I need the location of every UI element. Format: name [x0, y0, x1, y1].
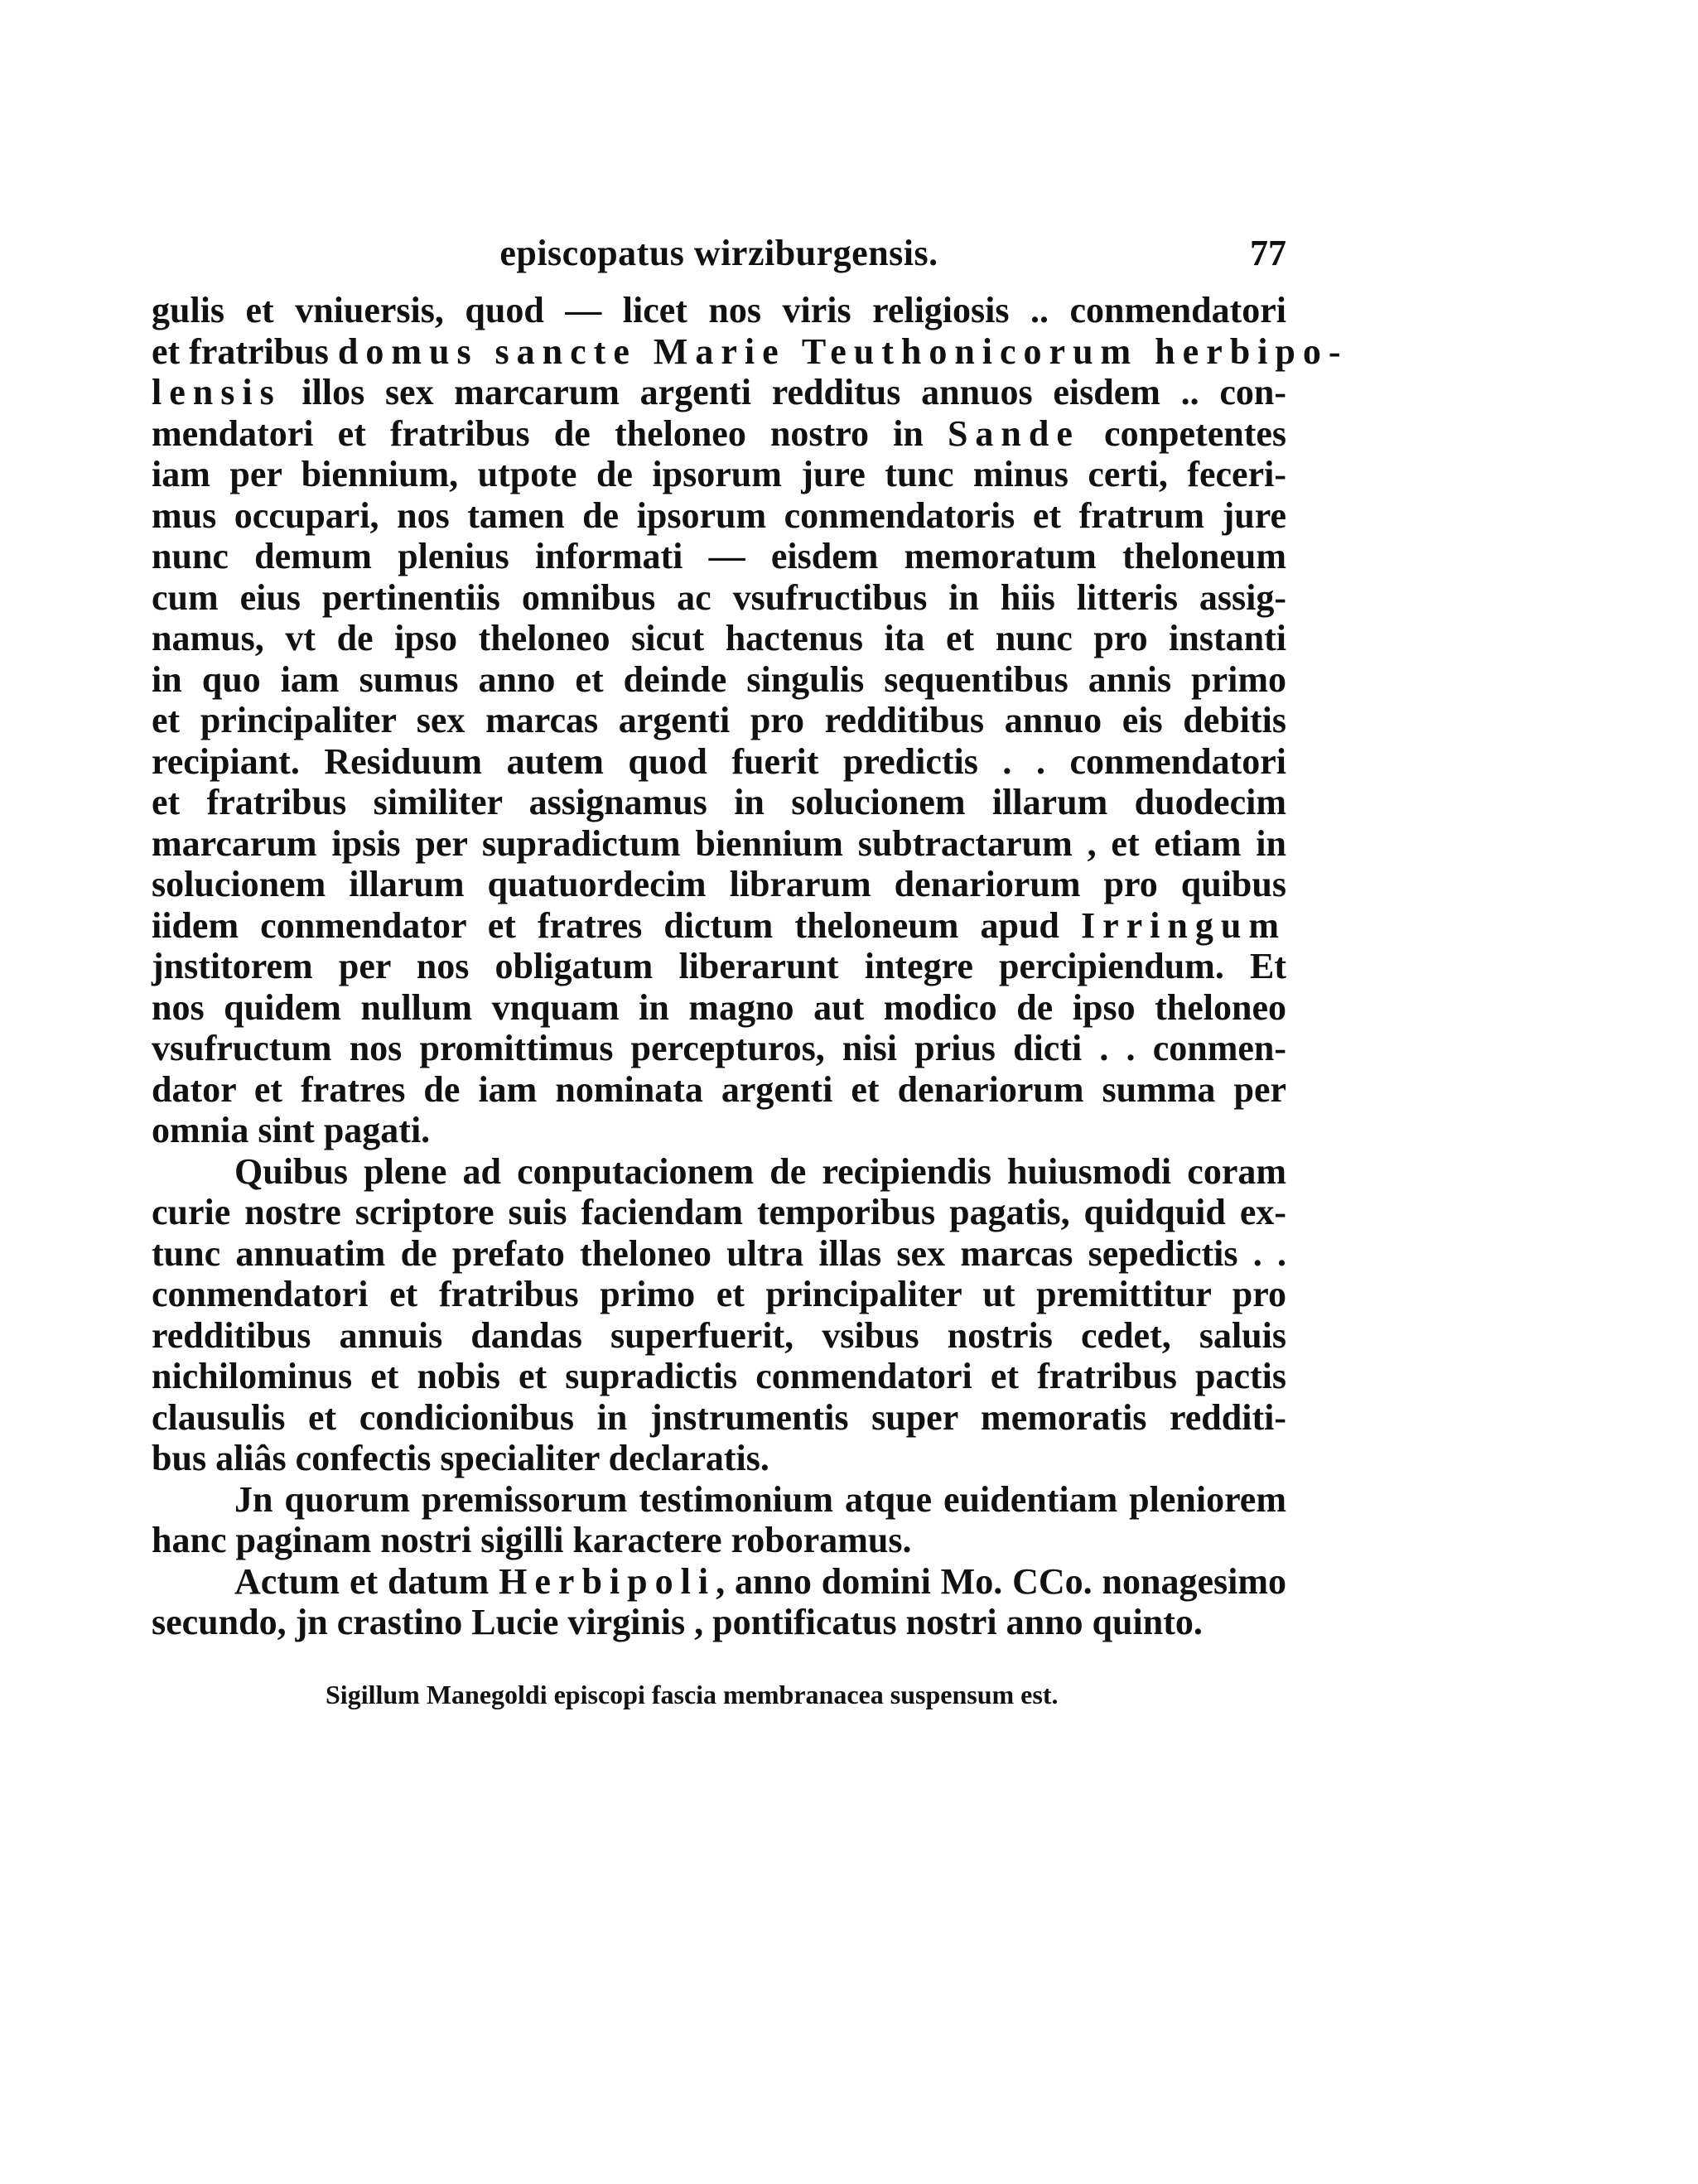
body-text	[152, 290, 1348, 1643]
paragraph-start-line: Quibus plene ad conputacionem de recipiendis huiusmodi coram	[234, 1150, 1286, 1192]
text-line: iidem conmendator et fratres dictum theloneum apud Irringum	[152, 904, 1286, 946]
running-title: episcopatus wirziburgensis.	[499, 233, 938, 273]
text-line: solucionem illarum quatuordecim librarum denariorum pro quibus	[152, 864, 1286, 904]
text-line: et fratribus domus sancte Marie Teuthonicorum herbipo-	[152, 330, 1348, 372]
text-line: conmendatori et fratribus primo et principaliter ut premittitur pro	[152, 1274, 1286, 1314]
paragraph-end-line: omnia sint pagati.	[152, 1110, 431, 1150]
running-head	[152, 232, 1286, 290]
text-line: curie nostre scriptore suis faciendam temporibus pagatis, quidquid ex-	[152, 1192, 1286, 1232]
text-line: lensis illos sex marcarum argenti redditus annuos eisdem .. con-	[152, 372, 1286, 412]
text-line: nichilominus et nobis et supradictis conmendatori et fratribus pactis	[152, 1356, 1286, 1396]
text-line: mendatori et fratribus de theloneo nostro in Sande conpetentes	[152, 412, 1286, 454]
text-line: marcarum ipsis per supradictum biennium subtractarum , et etiam in	[152, 822, 1286, 864]
text-line: jnstitorem per nos obligatum liberarunt integre percipiendum. Et	[152, 946, 1286, 986]
text-line: nos quidem nullum vnquam in magno aut modico de ipso theloneo	[152, 986, 1286, 1028]
spaced-word: lensis	[152, 372, 282, 412]
paragraph-end-line: bus aliâs confectis specialiter declaratis.	[152, 1438, 769, 1478]
text-line: nunc demum plenius informati — eisdem memoratum theloneum	[152, 536, 1286, 576]
text-line: iam per biennium, utpote de ipsorum jure tunc minus certi, feceri-	[152, 454, 1286, 494]
text-line: et fratribus similiter assignamus in solucionem illarum duodecim	[152, 782, 1286, 822]
text-line: recipiant. Residuum autem quod fuerit predictis . . conmendatori	[152, 740, 1286, 782]
text-line: clausulis et condicionibus in jnstrumentis super memoratis redditi-	[152, 1396, 1286, 1438]
footnote: Sigillum Manegoldi episcopi fascia membranacea suspensum est.	[326, 1679, 1059, 1709]
text-line: in quo iam sumus anno et deinde singulis sequentibus annis primo	[152, 658, 1286, 700]
text-line: tunc annuatim de prefato theloneo ultra illas sex marcas sepedictis . .	[152, 1232, 1286, 1274]
paragraph-start-line: Actum et datum Herbipoli, anno domini Mo. CCo. nonagesimo	[234, 1560, 1286, 1602]
text-line: mus occupari, nos tamen de ipsorum conmendatoris et fratrum jure	[152, 494, 1286, 536]
text-line: redditibus annuis dandas superfuerit, vsibus nostris cedet, saluis	[152, 1314, 1286, 1356]
paragraph-end-line: hanc paginam nostri sigilli karactere roboramus.	[152, 1520, 912, 1560]
paragraph-start-line: Jn quorum premissorum testimonium atque euidentiam pleniorem	[234, 1478, 1286, 1520]
spaced-word: Herbipoli	[499, 1560, 716, 1602]
text-line: secundo, jn crastino Lucie virginis , pontificatus nostri anno quinto.	[152, 1602, 1203, 1642]
spaced-word: domus sancte Marie Teuthonicorum herbipo-	[337, 330, 1348, 372]
text-line: gulis et vniuersis, quod — licet nos viris religiosis .. conmendatori	[152, 290, 1286, 330]
spaced-word: Irringum	[1081, 904, 1286, 946]
text-line: vsufructum nos promittimus percepturos, nisi prius dicti . . conmen-	[152, 1028, 1286, 1068]
document-page	[152, 232, 1348, 1711]
spaced-word: Sande	[947, 412, 1080, 454]
text-line: namus, vt de ipso theloneo sicut hactenus ita et nunc pro instanti	[152, 618, 1286, 658]
text-line: et principaliter sex marcas argenti pro redditibus annuo eis debitis	[152, 700, 1286, 740]
text-line: dator et fratres de iam nominata argenti et denariorum summa per	[152, 1068, 1286, 1110]
page-number: 77	[1250, 233, 1286, 273]
text-line: cum eius pertinentiis omnibus ac vsufructibus in hiis litteris assig-	[152, 576, 1286, 618]
